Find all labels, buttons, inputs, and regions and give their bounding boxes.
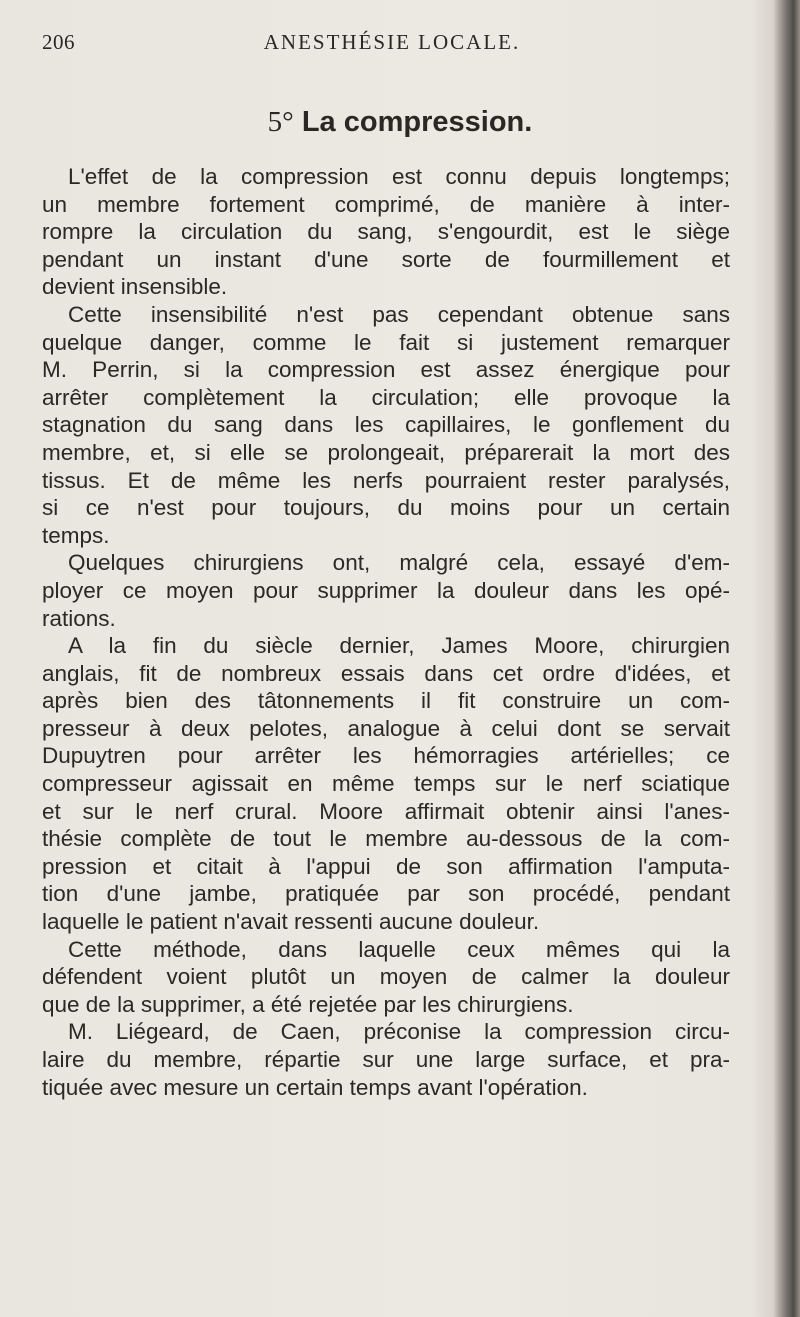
text-line: si ce n'est pour toujours, du moins pour un certain xyxy=(42,495,730,521)
text-line: thésie complète de tout le membre au-dessous de la com- xyxy=(42,826,730,852)
page-edge-shadow xyxy=(774,0,800,1317)
text-line: compresseur agissait en même temps sur le nerf sciatique xyxy=(42,771,730,797)
text-line: M. Liégeard, de Caen, préconise la compression circu- xyxy=(68,1019,730,1045)
text-line: devient insensible. xyxy=(42,274,228,300)
text-line: rations. xyxy=(42,605,116,631)
text-line: après bien des tâtonnements il fit construire un com- xyxy=(42,688,730,714)
text-line: M. Perrin, si la compression est assez énergique pour xyxy=(42,357,730,383)
text-line: Cette insensibilité n'est pas cependant obtenue sans xyxy=(68,301,730,327)
text-line: ployer ce moyen pour supprimer la douleur dans les opé- xyxy=(42,577,730,603)
text-line: L'effet de la compression est connu depuis longtemps; xyxy=(68,164,730,189)
running-head: ANESTHÉSIE LOCALE. xyxy=(263,30,521,54)
text-line: Quelques chirurgiens ont, malgré cela, essayé d'em- xyxy=(68,550,730,576)
text-line: tiquée avec mesure un certain temps avant l'opération. xyxy=(42,1074,588,1100)
text-line: tion d'une jambe, pratiquée par son procédé, pendant xyxy=(42,881,730,907)
body-text xyxy=(42,163,730,1101)
section-heading xyxy=(0,106,800,139)
text-line: temps. xyxy=(42,522,110,548)
text-line: Dupuytren pour arrêter les hémorragies artérielles; ce xyxy=(42,743,730,769)
text-line: A la fin du siècle dernier, James Moore, chirurgien xyxy=(68,633,730,659)
page-number: 206 xyxy=(42,30,75,54)
text-line: que de la supprimer, a été rejetée par les chirurgiens. xyxy=(42,991,574,1017)
text-line: tissus. Et de même les nerfs pourraient rester paralysés, xyxy=(42,467,730,493)
text-line: Cette méthode, dans laquelle ceux mêmes qui la xyxy=(68,936,730,962)
text-line: stagnation du sang dans les capillaires, le gonflement du xyxy=(42,412,730,438)
text-line: membre, et, si elle se prolongeait, préparerait la mort des xyxy=(42,439,730,465)
text-line: pression et citait à l'appui de son affirmation l'amputa- xyxy=(42,853,730,879)
section-title: La compression. xyxy=(301,106,533,138)
text-line: laire du membre, répartie sur une large surface, et pra- xyxy=(42,1047,730,1072)
section-number: 5° xyxy=(267,106,294,138)
text-line: rompre la circulation du sang, s'engourdit, est le siège xyxy=(42,219,730,245)
text-line: et sur le nerf crural. Moore affirmait obtenir ainsi l'anes- xyxy=(42,798,730,824)
text-line: arrêter complètement la circulation; elle provoque la xyxy=(42,384,730,410)
text-line: laquelle le patient n'avait ressenti aucune douleur. xyxy=(42,909,540,935)
text-line: anglais, fit de nombreux essais dans cet ordre d'idées, et xyxy=(42,660,730,686)
page-header xyxy=(42,30,742,60)
text-line: un membre fortement comprimé, de manière à inter- xyxy=(42,191,730,217)
text-line: presseur à deux pelotes, analogue à celui dont se servait xyxy=(42,715,730,741)
text-line: défendent voient plutôt un moyen de calmer la douleur xyxy=(42,964,730,990)
text-line: quelque danger, comme le fait si justement remarquer xyxy=(42,329,730,355)
text-line: pendant un instant d'une sorte de fourmillement et xyxy=(42,246,730,272)
